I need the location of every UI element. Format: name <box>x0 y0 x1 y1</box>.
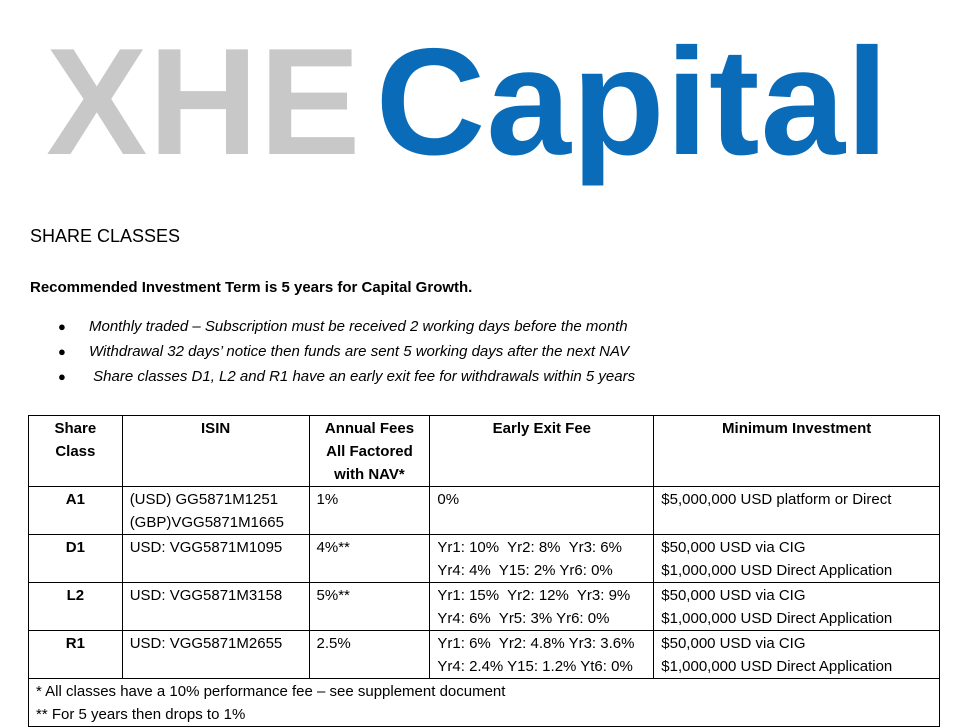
bullet-icon: ● <box>58 369 66 384</box>
share-class-cell: D1 <box>29 535 123 583</box>
table-notes-row <box>29 679 940 727</box>
bullet-icon: ● <box>58 319 66 334</box>
exit-fee-cell: 0% <box>430 487 654 535</box>
bullet-list <box>58 314 635 389</box>
share-class-cell: R1 <box>29 631 123 679</box>
isin-cell: USD: VGG5871M3158 <box>122 583 309 631</box>
page-title: SHARE CLASSES <box>30 226 181 246</box>
table-row <box>29 583 940 631</box>
minimum-cell: $5,000,000 USD platform or Direct <box>654 487 940 535</box>
header-minimum-investment: Minimum Investment <box>654 416 940 487</box>
isin-cell: USD: VGG5871M1095 <box>122 535 309 583</box>
isin-cell: USD: VGG5871M2655 <box>122 631 309 679</box>
fee-cell: 2.5% <box>309 631 430 679</box>
logo-xhe: XHE <box>46 17 362 187</box>
minimum-cell: $50,000 USD via CIG $1,000,000 USD Direct Application <box>654 535 940 583</box>
isin-cell: (USD) GG5871M1251 (GBP)VGG5871M1665 <box>122 487 309 535</box>
table-header-row <box>29 416 940 487</box>
fee-cell: 4%** <box>309 535 430 583</box>
footnote-fee-drop: ** For 5 years then drops to 1% <box>36 706 246 723</box>
footnote-performance-fee: * All classes have a 10% performance fee – see supplement document <box>36 683 506 700</box>
minimum-cell: $50,000 USD via CIG $1,000,000 USD Direct Application <box>654 583 940 631</box>
header-isin: ISIN <box>122 416 309 487</box>
list-item: ● Withdrawal 32 days’ notice then funds are sent 5 working days after the next NAV <box>58 339 635 364</box>
table-row <box>29 631 940 679</box>
share-class-table <box>28 415 940 727</box>
table-row <box>29 535 940 583</box>
company-logo <box>46 17 890 187</box>
header-annual-fees: Annual Fees All Factored with NAV* <box>309 416 430 487</box>
exit-fee-cell: Yr1: 6% Yr2: 4.8% Yr3: 3.6% Yr4: 2.4% Y15: 1.2% Yt6: 0% <box>430 631 654 679</box>
fee-cell: 5%** <box>309 583 430 631</box>
investment-term: Recommended Investment Term is 5 years for Capital Growth. <box>30 279 473 296</box>
list-item: ● Share classes D1, L2 and R1 have an early exit fee for withdrawals within 5 years <box>58 364 635 389</box>
header-share-class: Share Class <box>29 416 123 487</box>
table-row <box>29 487 940 535</box>
header-early-exit-fee: Early Exit Fee <box>430 416 654 487</box>
exit-fee-cell: Yr1: 10% Yr2: 8% Yr3: 6% Yr4: 4% Y15: 2% Yr6: 0% <box>430 535 654 583</box>
bullet-icon: ● <box>58 344 66 359</box>
share-class-cell: A1 <box>29 487 123 535</box>
footnotes <box>29 679 940 727</box>
list-item: ● Monthly traded – Subscription must be received 2 working days before the month <box>58 314 635 339</box>
fee-cell: 1% <box>309 487 430 535</box>
share-class-cell: L2 <box>29 583 123 631</box>
exit-fee-cell: Yr1: 15% Yr2: 12% Yr3: 9% Yr4: 6% Yr5: 3% Yr6: 0% <box>430 583 654 631</box>
logo-capital: Capital <box>375 17 890 187</box>
minimum-cell: $50,000 USD via CIG $1,000,000 USD Direct Application <box>654 631 940 679</box>
